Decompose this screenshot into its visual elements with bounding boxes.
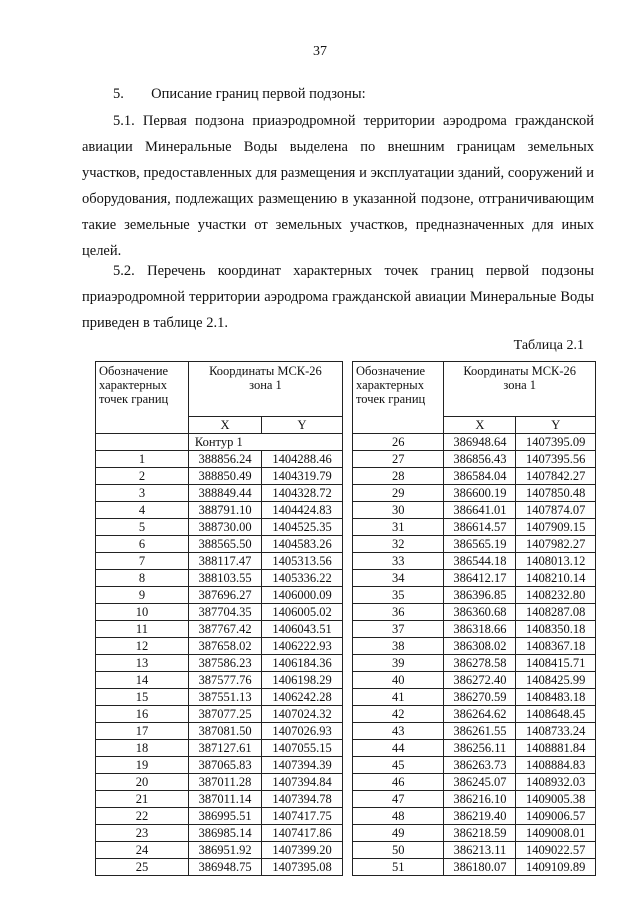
section-title: Описание границ первой подзоны:	[151, 86, 366, 102]
coord-y: 1407982.27	[516, 536, 596, 553]
coord-x: 386261.55	[444, 723, 516, 740]
coord-y: 1406043.51	[262, 621, 343, 638]
coord-y: 1407024.32	[262, 706, 343, 723]
coord-y: 1409006.57	[516, 808, 596, 825]
coord-y: 1407417.86	[262, 825, 343, 842]
table-row	[96, 808, 343, 825]
contour-empty-cell	[96, 434, 189, 451]
coord-y: 1408350.18	[516, 621, 596, 638]
header-coords-line: зона 1	[249, 378, 282, 392]
header-designation-line: характерных	[356, 378, 424, 392]
point-number: 27	[353, 451, 444, 468]
table-row	[353, 638, 596, 655]
point-number: 39	[353, 655, 444, 672]
coord-x: 388117.47	[188, 553, 261, 570]
table-row	[96, 502, 343, 519]
point-number: 1	[96, 451, 189, 468]
coord-y: 1407055.15	[262, 740, 343, 757]
coord-y: 1408932.03	[516, 774, 596, 791]
table-row	[96, 655, 343, 672]
table-row	[353, 791, 596, 808]
point-number: 45	[353, 757, 444, 774]
header-designation	[353, 362, 444, 434]
point-number: 2	[96, 468, 189, 485]
table-row	[353, 502, 596, 519]
coord-y: 1407850.48	[516, 485, 596, 502]
coord-y: 1404525.35	[262, 519, 343, 536]
coord-x: 386270.59	[444, 689, 516, 706]
table-row	[353, 451, 596, 468]
coord-x: 386641.01	[444, 502, 516, 519]
coord-y: 1407874.07	[516, 502, 596, 519]
coord-y: 1407394.84	[262, 774, 343, 791]
coord-y: 1406184.36	[262, 655, 343, 672]
table-row	[96, 621, 343, 638]
coord-x: 388850.49	[188, 468, 261, 485]
coord-y: 1405336.22	[262, 570, 343, 587]
point-number: 18	[96, 740, 189, 757]
table-row	[353, 825, 596, 842]
point-number: 34	[353, 570, 444, 587]
coord-y: 1407417.75	[262, 808, 343, 825]
header-coordinates	[188, 362, 342, 417]
point-number: 23	[96, 825, 189, 842]
point-number: 9	[96, 587, 189, 604]
point-number: 51	[353, 859, 444, 876]
point-number: 36	[353, 604, 444, 621]
coord-y: 1407395.08	[262, 859, 343, 876]
table-row	[96, 791, 343, 808]
coord-y: 1405313.56	[262, 553, 343, 570]
table-row	[96, 723, 343, 740]
coord-y: 1406242.28	[262, 689, 343, 706]
coord-y: 1406000.09	[262, 587, 343, 604]
coord-x: 386219.40	[444, 808, 516, 825]
coord-y: 1406222.93	[262, 638, 343, 655]
coord-y: 1408483.18	[516, 689, 596, 706]
coord-x: 386216.10	[444, 791, 516, 808]
point-number: 25	[96, 859, 189, 876]
point-number: 14	[96, 672, 189, 689]
coord-y: 1407399.20	[262, 842, 343, 859]
coord-x: 386951.92	[188, 842, 261, 859]
coord-x: 388565.50	[188, 536, 261, 553]
point-number: 32	[353, 536, 444, 553]
coord-x: 386614.57	[444, 519, 516, 536]
coord-x: 386264.62	[444, 706, 516, 723]
point-number: 12	[96, 638, 189, 655]
point-number: 16	[96, 706, 189, 723]
coord-y: 1407842.27	[516, 468, 596, 485]
table-row	[353, 604, 596, 621]
table-row	[353, 553, 596, 570]
table-row	[96, 672, 343, 689]
contour-label: Контур 1	[188, 434, 342, 451]
coordinates-table-right	[352, 361, 596, 876]
header-designation-line: характерных	[99, 378, 167, 392]
table-row	[353, 468, 596, 485]
coord-x: 386263.73	[444, 757, 516, 774]
point-number: 11	[96, 621, 189, 638]
table-row	[353, 757, 596, 774]
point-number: 35	[353, 587, 444, 604]
coord-y: 1408648.45	[516, 706, 596, 723]
coord-x: 387011.28	[188, 774, 261, 791]
point-number: 7	[96, 553, 189, 570]
point-number: 37	[353, 621, 444, 638]
coord-x: 386278.58	[444, 655, 516, 672]
coord-y: 1406005.02	[262, 604, 343, 621]
coord-y: 1407395.56	[516, 451, 596, 468]
point-number: 33	[353, 553, 444, 570]
coord-x: 386584.04	[444, 468, 516, 485]
coord-x: 386948.64	[444, 434, 516, 451]
coord-y: 1406198.29	[262, 672, 343, 689]
table-row	[96, 468, 343, 485]
point-number: 31	[353, 519, 444, 536]
table-row	[96, 740, 343, 757]
coord-y: 1404424.83	[262, 502, 343, 519]
coord-x: 386360.68	[444, 604, 516, 621]
table-row	[96, 536, 343, 553]
coord-x: 386396.85	[444, 587, 516, 604]
coord-y: 1404583.26	[262, 536, 343, 553]
paragraph-5-2: 5.2. Перечень координат характерных точек границ первой подзоны приаэродромной территории аэродрома гражданской авиации Минеральные Воды приведен в таблице 2.1.	[82, 263, 594, 331]
table-left-body	[96, 451, 343, 876]
point-number: 17	[96, 723, 189, 740]
table-row	[96, 451, 343, 468]
paragraph-5-1: 5.1. Первая подзона приаэродромной территории аэродрома гражданской авиации Минеральные Воды выделена по внешним границам земельных участков, предоставленных для размещения и эксплуатации зданий, сооружений и оборудования, подлежащих размещению в указанной подзоне, отграничивающим такие земельные участки от земельных участков, предназначенных для иных целей.	[82, 113, 594, 259]
table-row	[353, 672, 596, 689]
coord-x: 387658.02	[188, 638, 261, 655]
table-row	[96, 774, 343, 791]
point-number: 13	[96, 655, 189, 672]
point-number: 42	[353, 706, 444, 723]
point-number: 50	[353, 842, 444, 859]
coord-y: 1407394.39	[262, 757, 343, 774]
coord-x: 388791.10	[188, 502, 261, 519]
header-designation	[96, 362, 189, 434]
point-number: 48	[353, 808, 444, 825]
coord-y: 1404328.72	[262, 485, 343, 502]
page-number: 37	[313, 44, 327, 59]
coord-y: 1408013.12	[516, 553, 596, 570]
point-number: 38	[353, 638, 444, 655]
coord-x: 387586.23	[188, 655, 261, 672]
coord-y: 1407026.93	[262, 723, 343, 740]
coord-y: 1409008.01	[516, 825, 596, 842]
point-number: 5	[96, 519, 189, 536]
table-row	[353, 774, 596, 791]
section-heading	[113, 86, 366, 103]
paragraph-5-1-block	[82, 108, 594, 264]
table-caption: Таблица 2.1	[513, 338, 584, 353]
table-row	[353, 740, 596, 757]
header-x: X	[188, 417, 261, 434]
point-number: 43	[353, 723, 444, 740]
coord-y: 1408733.24	[516, 723, 596, 740]
point-number: 46	[353, 774, 444, 791]
point-number: 3	[96, 485, 189, 502]
coord-x: 386544.18	[444, 553, 516, 570]
table-right-body	[353, 434, 596, 876]
table-row	[353, 723, 596, 740]
point-number: 4	[96, 502, 189, 519]
coord-y: 1407909.15	[516, 519, 596, 536]
table-row	[353, 519, 596, 536]
point-number: 41	[353, 689, 444, 706]
point-number: 10	[96, 604, 189, 621]
header-coordinates	[444, 362, 596, 417]
coord-x: 386272.40	[444, 672, 516, 689]
coord-x: 388103.55	[188, 570, 261, 587]
coord-y: 1408425.99	[516, 672, 596, 689]
coord-x: 386565.19	[444, 536, 516, 553]
point-number: 8	[96, 570, 189, 587]
table-row	[96, 706, 343, 723]
coord-y: 1408881.84	[516, 740, 596, 757]
point-number: 28	[353, 468, 444, 485]
coord-x: 387065.83	[188, 757, 261, 774]
table-row	[353, 434, 596, 451]
section-number: 5.	[113, 86, 124, 102]
header-designation-line: точек границ	[99, 392, 169, 406]
table-row	[96, 859, 343, 876]
table-row	[353, 655, 596, 672]
coord-x: 387081.50	[188, 723, 261, 740]
coord-x: 388856.24	[188, 451, 261, 468]
header-designation-line: Обозначение	[99, 364, 169, 378]
header-designation-line: точек границ	[356, 392, 426, 406]
coord-x: 387011.14	[188, 791, 261, 808]
table-row	[96, 842, 343, 859]
table-row	[96, 587, 343, 604]
header-y: Y	[516, 417, 596, 434]
table-row	[353, 621, 596, 638]
table-row	[353, 485, 596, 502]
coord-y: 1404288.46	[262, 451, 343, 468]
table-row	[353, 570, 596, 587]
table-row	[96, 638, 343, 655]
coord-x: 388849.44	[188, 485, 261, 502]
header-coords-line: Координаты МСК-26	[463, 364, 577, 378]
coord-x: 386213.11	[444, 842, 516, 859]
table-row	[96, 519, 343, 536]
point-number: 6	[96, 536, 189, 553]
coord-y: 1408367.18	[516, 638, 596, 655]
coord-x: 387767.42	[188, 621, 261, 638]
point-number: 24	[96, 842, 189, 859]
coord-x: 388730.00	[188, 519, 261, 536]
table-row	[96, 485, 343, 502]
coord-x: 386985.14	[188, 825, 261, 842]
coord-y: 1408287.08	[516, 604, 596, 621]
point-number: 47	[353, 791, 444, 808]
coord-x: 386856.43	[444, 451, 516, 468]
point-number: 21	[96, 791, 189, 808]
header-y: Y	[262, 417, 343, 434]
point-number: 19	[96, 757, 189, 774]
point-number: 44	[353, 740, 444, 757]
coordinates-table-left	[95, 361, 343, 876]
coord-y: 1409022.57	[516, 842, 596, 859]
coord-x: 386600.19	[444, 485, 516, 502]
coord-y: 1408415.71	[516, 655, 596, 672]
header-x: X	[444, 417, 516, 434]
header-designation-line: Обозначение	[356, 364, 426, 378]
coord-x: 386318.66	[444, 621, 516, 638]
coord-y: 1407394.78	[262, 791, 343, 808]
coord-x: 386412.17	[444, 570, 516, 587]
point-number: 30	[353, 502, 444, 519]
table-row	[353, 689, 596, 706]
point-number: 26	[353, 434, 444, 451]
coord-x: 386995.51	[188, 808, 261, 825]
coord-y: 1408884.83	[516, 757, 596, 774]
table-row	[353, 842, 596, 859]
coord-x: 387127.61	[188, 740, 261, 757]
coord-y: 1409109.89	[516, 859, 596, 876]
table-row	[96, 553, 343, 570]
point-number: 15	[96, 689, 189, 706]
coord-x: 387577.76	[188, 672, 261, 689]
coord-x: 386256.11	[444, 740, 516, 757]
coord-y: 1407395.09	[516, 434, 596, 451]
coord-y: 1408232.80	[516, 587, 596, 604]
coord-x: 386180.07	[444, 859, 516, 876]
table-row	[353, 859, 596, 876]
coord-x: 386245.07	[444, 774, 516, 791]
table-row	[96, 825, 343, 842]
coord-x: 387696.27	[188, 587, 261, 604]
table-row	[96, 757, 343, 774]
table-row	[353, 808, 596, 825]
header-coords-line: Координаты МСК-26	[209, 364, 322, 378]
point-number: 49	[353, 825, 444, 842]
point-number: 22	[96, 808, 189, 825]
coord-x: 386218.59	[444, 825, 516, 842]
coord-x: 386948.75	[188, 859, 261, 876]
point-number: 20	[96, 774, 189, 791]
table-row	[96, 689, 343, 706]
coord-x: 386308.02	[444, 638, 516, 655]
coord-x: 387551.13	[188, 689, 261, 706]
table-row	[353, 587, 596, 604]
table-row	[353, 536, 596, 553]
point-number: 40	[353, 672, 444, 689]
coord-x: 387077.25	[188, 706, 261, 723]
coord-y: 1409005.38	[516, 791, 596, 808]
coord-y: 1404319.79	[262, 468, 343, 485]
table-row	[353, 706, 596, 723]
header-coords-line: зона 1	[503, 378, 537, 392]
coord-x: 387704.35	[188, 604, 261, 621]
table-row	[96, 604, 343, 621]
paragraph-5-2-block	[82, 258, 594, 336]
table-row	[96, 570, 343, 587]
coord-y: 1408210.14	[516, 570, 596, 587]
point-number: 29	[353, 485, 444, 502]
